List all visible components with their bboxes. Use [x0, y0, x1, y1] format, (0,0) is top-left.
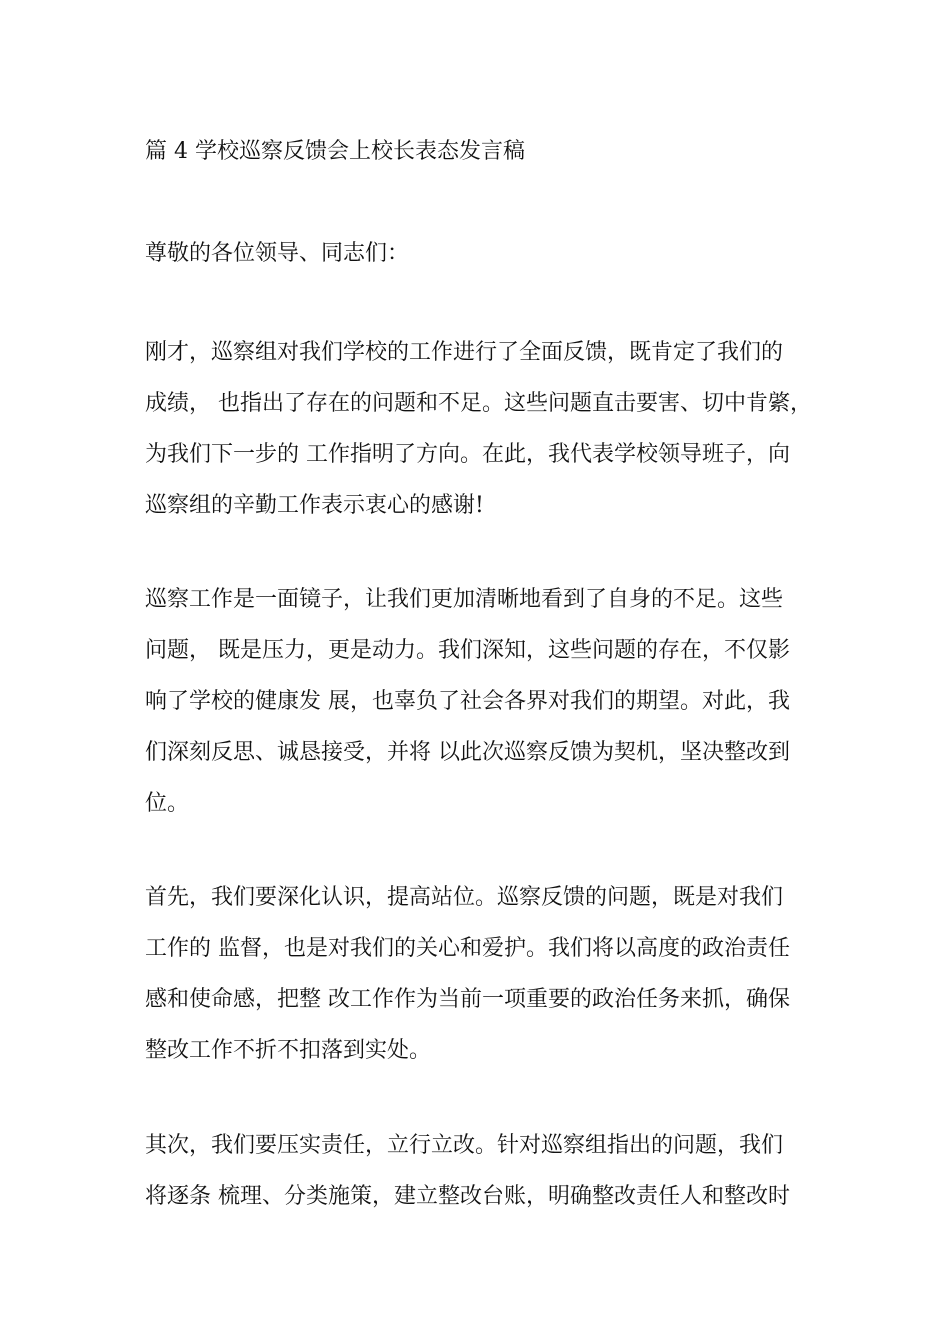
paragraph-line: 将逐条 梳理、分类施策，建立整改台账，明确整改责任人和整改时: [145, 1184, 790, 1209]
paragraph-line: 巡察组的辛勤工作表示衷心的感谢!: [145, 493, 484, 518]
paragraph-line: 其次，我们要压实责任，立行立改。针对巡察组指出的问题，我们: [145, 1133, 784, 1158]
paragraph-1: [145, 337, 825, 541]
paragraph-line: 首先，我们要深化认识，提高站位。巡察反馈的问题，既是对我们: [145, 885, 784, 910]
paragraph-3: [145, 882, 825, 1086]
paragraph-line: 刚才，巡察组对我们学校的工作进行了全面反馈，既肯定了我们的: [145, 340, 784, 365]
paragraph-line: 巡察工作是一面镜子，让我们更加清晰地看到了自身的不足。这些: [145, 587, 784, 612]
paragraph-line: 感和使命感，把整 改工作作为当前一项重要的政治任务来抓，确保: [145, 987, 790, 1012]
greeting: 尊敬的各位领导、同志们：: [145, 241, 410, 266]
paragraph-line: 们深刻反思、诚恳接受，并将 以此次巡察反馈为契机，坚决整改到: [145, 740, 790, 765]
paragraph-4: [145, 1130, 825, 1232]
paragraph-line: 整改工作不折不扣落到实处。: [145, 1038, 432, 1063]
paragraph-line: 成绩， 也指出了存在的问题和不足。这些问题直击要害、切中肯綮，: [145, 391, 812, 416]
document-title: 篇 4 学校巡察反馈会上校长表态发言稿: [145, 139, 525, 164]
paragraph-line: 响了学校的健康发 展，也辜负了社会各界对我们的期望。对此，我: [145, 689, 790, 714]
paragraph-line: 位。: [145, 791, 190, 816]
paragraph-2: [145, 584, 825, 839]
paragraph-line: 工作的 监督，也是对我们的关心和爱护。我们将以高度的政治责任: [145, 936, 790, 961]
paragraph-line: 为我们下一步的 工作指明了方向。在此，我代表学校领导班子，向: [145, 442, 790, 467]
paragraph-line: 问题， 既是压力，更是动力。我们深知，这些问题的存在，不仅影: [145, 638, 790, 663]
